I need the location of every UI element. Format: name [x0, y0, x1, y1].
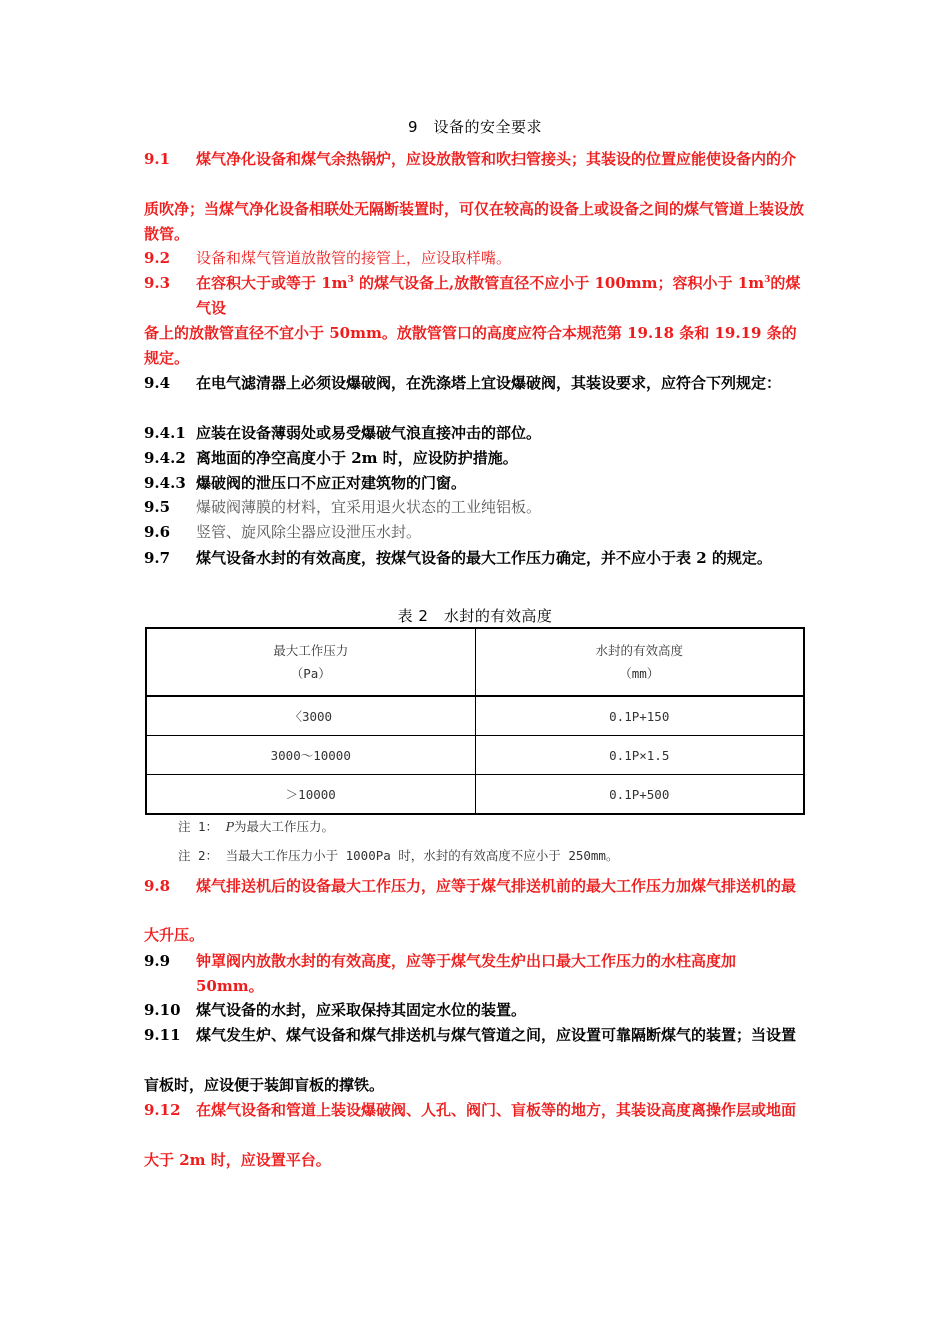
clause-text: 应装在设备薄弱处或易受爆破气浪直接冲击的部位。 [196, 424, 542, 442]
table-cell: 〈3000 [146, 696, 475, 736]
clause-number: 9.4.2 [144, 449, 186, 467]
clause-text: 煤气净化设备和煤气余热锅炉，应设放散管和吹扫管接头；其装设的位置应能使设备内的介 [196, 150, 797, 168]
clause-9-5 [144, 495, 808, 520]
clause-9-12 [144, 1098, 808, 1123]
clause-text: 爆破阀的泄压口不应正对建筑物的门窗。 [196, 474, 467, 492]
table-cell: ＞10000 [146, 775, 475, 815]
clause-9-6 [144, 520, 808, 545]
clause-text: 在电气滤清器上必须设爆破阀，在洗涤塔上宜设爆破阀，其装设要求，应符合下列规定： [196, 374, 782, 392]
superscript: 3 [764, 275, 771, 285]
clause-text: 爆破阀薄膜的材料，宜采用退火状态的工业纯铝板。 [196, 498, 542, 516]
header-unit: （Pa） [290, 666, 331, 681]
clause-9-1 [144, 147, 808, 172]
clause-number: 9.1 [144, 150, 171, 168]
clause-number: 9.4.1 [144, 424, 186, 442]
clause-text: 煤气发生炉、煤气设备和煤气排送机与煤气管道之间，应设置可靠隔断煤气的装置；当设置 [196, 1026, 797, 1044]
clause-9-12-continuation: 大于 2m 时，应设置平台。 [144, 1151, 331, 1169]
table-cell: 0.1P×1.5 [475, 736, 804, 775]
clause-number: 9.7 [144, 549, 171, 567]
clause-number: 9.12 [144, 1101, 181, 1119]
clause-9-8-continuation: 大升压。 [144, 926, 205, 944]
clause-9-1-continuation: 质吹净；当煤气净化设备相联处无隔断装置时，可仅在较高的设备上或设备之间的煤气管道上装设放散管。 [144, 200, 805, 243]
clause-text-part: 的煤气设 [196, 274, 801, 317]
clause-9-10 [144, 998, 808, 1023]
clause-text-part: 的煤气设备上,放散管直径不应小于 100mm；容积小于 1m [353, 274, 765, 292]
header-name: 最大工作压力 [273, 643, 349, 658]
note-label: 注 1： [178, 819, 219, 834]
clause-number: 9.11 [144, 1026, 181, 1044]
clause-text: 竖管、旋风除尘器应设泄压水封。 [196, 523, 422, 541]
clause-number: 9.10 [144, 1001, 181, 1019]
clause-number: 9.3 [144, 274, 171, 292]
section-title: 9 设备的安全要求 [407, 118, 543, 136]
clause-number: 9.8 [144, 877, 171, 895]
note-label: 注 2： [178, 848, 219, 863]
table-row [146, 696, 804, 736]
table-cell: 0.1P+150 [475, 696, 804, 736]
clause-9-4-3 [144, 471, 808, 496]
clause-text: 钟罩阀内放散水封的有效高度，应等于煤气发生炉出口最大工作压力的水柱高度加 50mm。 [196, 952, 737, 995]
clause-text-part: 在容积大于或等于 1m [196, 274, 348, 292]
clause-number: 9.6 [144, 523, 171, 541]
table-row [146, 736, 804, 775]
clause-9-4-2 [144, 446, 808, 471]
table-cell: 0.1P+500 [475, 775, 804, 815]
table-caption: 表 2 水封的有效高度 [397, 607, 553, 625]
clause-9-4 [144, 371, 808, 396]
note-text: 当最大工作压力小于 1000Pa 时，水封的有效高度不应小于 250mm。 [225, 848, 619, 863]
clause-9-11-continuation: 盲板时，应设便于装卸盲板的撑铁。 [144, 1076, 385, 1094]
water-seal-table [145, 627, 805, 815]
table-header-cell [146, 628, 475, 696]
clause-number: 9.5 [144, 498, 171, 516]
table-note-2 [178, 846, 618, 864]
table-header-row [146, 628, 804, 696]
superscript: 3 [347, 275, 354, 285]
table-cell: 3000～10000 [146, 736, 475, 775]
clause-number: 9.4.3 [144, 474, 186, 492]
clause-text [196, 271, 808, 320]
clause-9-11 [144, 1023, 808, 1048]
clause-9-3-continuation: 备上的放散管直径不宜小于 50mm。放散管管口的高度应符合本规范第 19.18 条和 19.19 条的规定。 [144, 324, 797, 367]
table-header-cell [475, 628, 804, 696]
note-text: 为最大工作压力。 [234, 819, 335, 834]
clause-text: 设备和煤气管道放散管的接管上，应设取样嘴。 [196, 249, 512, 267]
clause-text: 煤气排送机后的设备最大工作压力，应等于煤气排送机前的最大工作压力加煤气排送机的最 [196, 877, 797, 895]
table-note-1 [178, 817, 334, 835]
note-variable: P [225, 819, 235, 834]
clause-9-8 [144, 874, 808, 899]
clause-text: 煤气设备的水封，应采取保持其固定水位的装置。 [196, 1001, 527, 1019]
clause-9-9 [144, 949, 808, 998]
header-unit: （mm） [619, 666, 660, 681]
clause-text: 在煤气设备和管道上装设爆破阀、人孔、阀门、盲板等的地方，其装设高度离操作层或地面 [196, 1101, 797, 1119]
header-name: 水封的有效高度 [595, 643, 683, 658]
clause-number: 9.4 [144, 374, 171, 392]
clause-9-2 [144, 246, 808, 271]
clause-9-4-1 [144, 421, 808, 446]
table-row [146, 775, 804, 815]
clause-text: 煤气设备水封的有效高度，按煤气设备的最大工作压力确定，并不应小于表 2 的规定。 [196, 549, 772, 567]
clause-number: 9.9 [144, 952, 171, 970]
clause-text: 离地面的净空高度小于 2m 时，应设防护措施。 [196, 449, 518, 467]
clause-9-3 [144, 271, 808, 320]
clause-number: 9.2 [144, 249, 171, 267]
clause-9-7 [144, 546, 808, 571]
